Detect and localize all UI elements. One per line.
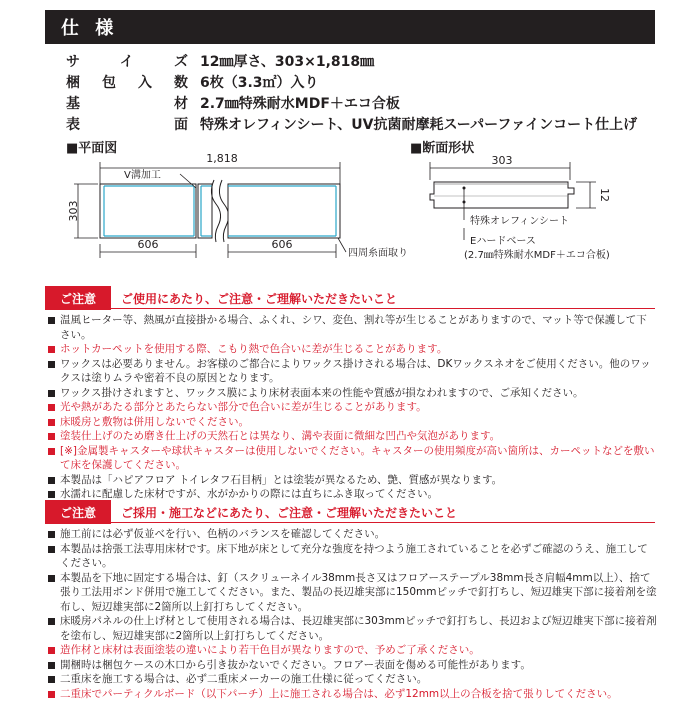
caution-notes-usage bbox=[45, 313, 657, 502]
spec-header-title: 仕 様 bbox=[61, 14, 118, 40]
list-item: 温風ヒーター等、熱風が直接掛かる場合、ふくれ、シワ、変色、割れ等が生じることがありますので、マット等で保護して下さい。 bbox=[45, 313, 657, 342]
v-groove-label: V溝加工 bbox=[124, 168, 161, 181]
list-item: 本製品を下地に固定する場合は、釘（スクリューネイル38mm長さ又はフロアーステープル38mm長さ肩幅4mm以上）、捨て張り工法用ボンド併用で施工してください。また、製品の長辺雄実部に150mmピッチで釘打ちし、短辺雄実下部に接着剤を塗布し、短辺雄実部に2箇所以上釘打ちしてください。 bbox=[45, 571, 657, 615]
section-diagram bbox=[420, 150, 660, 270]
spec-row-size bbox=[66, 50, 666, 71]
spec-value: 6枚（3.3㎡）入り bbox=[194, 72, 319, 92]
list-item: 開梱時は梱包ケースの木口から引き抜かないでください。フロアー表面を傷める可能性があります。 bbox=[45, 658, 657, 673]
list-item: ホットカーペットを使用する際、こもり熱で色合いに差が生じることがあります。 bbox=[45, 342, 657, 357]
list-item: 水濡れに配慮した床材ですが、水がかかりの際には直ちにふき取ってください。 bbox=[45, 487, 657, 502]
right-dim-label: 606 bbox=[272, 238, 293, 251]
plan-diagram bbox=[60, 148, 400, 268]
spec-value: 2.7㎜特殊耐水MDF＋エコ合板 bbox=[194, 93, 400, 113]
list-item: ワックス掛けされますと、ワックス膜により床材表面本来の性能や質感が損なわれますので、ご承知ください。 bbox=[45, 386, 657, 401]
section-thickness-label: 12 bbox=[598, 188, 611, 202]
plan-length-label: 1,818 bbox=[206, 152, 238, 165]
spec-label: 表面 bbox=[66, 114, 194, 134]
list-item: 造作材と床材は表面塗装の違いにより若干色目が異なりますので、予めご了承ください。 bbox=[45, 643, 657, 658]
list-item: 床暖房パネルの仕上げ材として使用される場合は、長辺雄実部に303mmピッチで釘打ちし、長辺および短辺雄実下部に接着剤を塗布し、短辺雄実部に2箇所以上釘打ちしてください。 bbox=[45, 614, 657, 643]
section-width-label: 303 bbox=[492, 154, 513, 167]
list-item: 光や熱があたる部分とあたらない部分で色合いに差が生じることがあります。 bbox=[45, 400, 657, 415]
caution-rule bbox=[111, 522, 655, 523]
list-item: 床暖房と敷物は併用しないでください。 bbox=[45, 415, 657, 430]
base-detail-label: (2.7㎜特殊耐水MDF＋エコ合板) bbox=[464, 248, 610, 261]
list-item: 本製品は「ハピアフロア トイレタフ石目柄」とは塗装が異なるため、艶、質感が異なります。 bbox=[45, 473, 657, 488]
list-item: 塗装仕上げのため磨き仕上げの天然石とは異なり、溝や表面に微細な凹凸や気泡があります。 bbox=[45, 429, 657, 444]
list-item: 本製品は捨張工法専用床材です。床下地が床として充分な強度を持つよう施工されていることを必ずご確認のうえ、施工してください。 bbox=[45, 542, 657, 571]
list-item: 施工前には必ず仮並べを行い、色柄のバランスを確認してください。 bbox=[45, 527, 657, 542]
section-title: ■断面形状 bbox=[410, 137, 474, 156]
caution-tag: ご注意 bbox=[45, 286, 111, 310]
left-dim-label: 606 bbox=[138, 238, 159, 251]
spec-row-packing bbox=[66, 71, 666, 92]
caution-rule bbox=[111, 308, 655, 309]
caution-title: ご採用・施工などにあたり、ご注意・ご理解いただきたいこと bbox=[121, 504, 457, 521]
spec-value: 12㎜厚さ、303×1,818㎜ bbox=[194, 51, 374, 71]
list-item: 二重床でパーティクルボード（以下パーチ）上に施工される場合は、必ず12mm以上の合板を捨て張りしてください。 bbox=[45, 687, 657, 701]
sheet-label: 特殊オレフィンシート bbox=[470, 214, 569, 227]
plan-title: ■平面図 bbox=[66, 137, 117, 156]
spec-label: サイズ bbox=[66, 51, 194, 71]
spec-row-surface bbox=[66, 113, 666, 134]
spec-table bbox=[66, 50, 666, 134]
spec-header bbox=[45, 10, 655, 44]
spec-label: 基材 bbox=[66, 93, 194, 113]
spec-value: 特殊オレフィンシート、UV抗菌耐摩耗スーパーファインコート仕上げ bbox=[194, 114, 637, 134]
list-item: ワックスは必要ありません。お客様のご都合によりワックス掛けされる場合は、DKワックスネオをご使用ください。他のワックスは塗りムラや密着不良の原因となります。 bbox=[45, 357, 657, 386]
spec-row-base bbox=[66, 92, 666, 113]
caution-tag: ご注意 bbox=[45, 500, 111, 524]
list-item: [※]金属製キャスターや球状キャスターは使用しないでください。キャスターの使用頻度が高い箇所は、カーペットなどを敷いて床を保護してください。 bbox=[45, 444, 657, 473]
base-label: Eハードベース bbox=[470, 236, 536, 247]
plan-width-label: 303 bbox=[67, 201, 80, 222]
caution-notes-construction bbox=[45, 527, 657, 701]
spec-label: 梱包入数 bbox=[66, 72, 194, 92]
caution-title: ご使用にあたり、ご注意・ご理解いただきたいこと bbox=[121, 290, 397, 307]
caution-header-usage bbox=[45, 286, 655, 310]
list-item: 二重床を施工する場合は、必ず二重床メーカーの施工仕様に従ってください。 bbox=[45, 672, 657, 687]
caution-header-construction bbox=[45, 500, 655, 524]
edge-label: 四周糸面取り bbox=[348, 247, 408, 259]
